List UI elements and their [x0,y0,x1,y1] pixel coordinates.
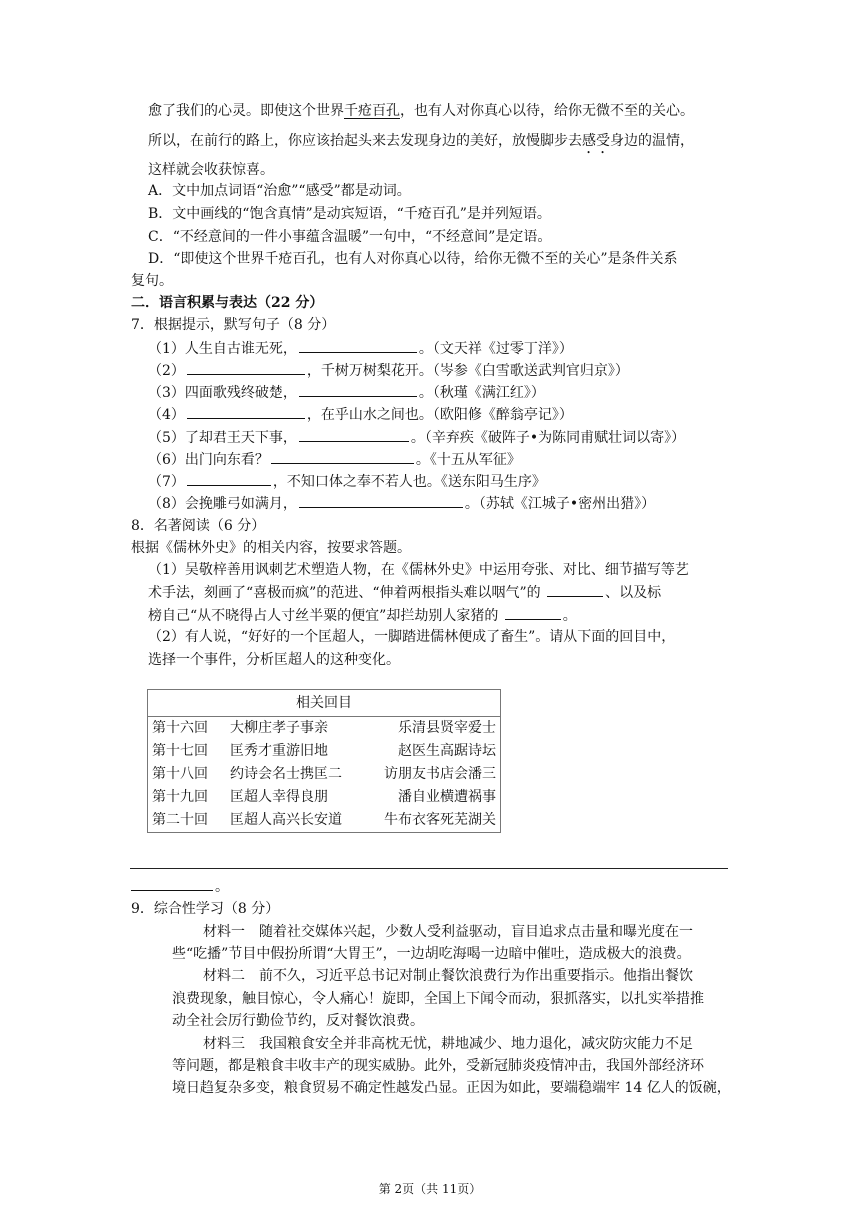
q7-item-8: （8）会挽雕弓如满月， 。（苏轼《江城子•密州出猎》） [148,493,655,514]
q8-part1-line-1: （1）吴敬梓善用讽刺艺术塑造人物，在《儒林外史》中运用夸张、对比、细节描写等艺 [148,562,689,578]
q9-material-2-line-3: 动全社会厉行勤俭节约，反对餐饮浪费。 [172,1013,424,1029]
q7-item-6: （6）出门向东看？ 。《十五从军征》 [148,449,521,470]
q9-material-2-line-2: 浪费现象，触目惊心，令人痛心！旋即，全国上下闻令而动，狠抓落实，以扎实举措推 [172,991,704,1007]
q6-option-d-cont: 复句。 [131,273,173,289]
table-row: 第十七回 匡秀才重游旧地 赵医生高踞诗坛 [152,743,496,759]
answer-blank[interactable] [187,404,305,419]
q9-title: 9．综合性学习（8 分） [131,901,280,917]
chapters-table [147,689,501,833]
q6-option-d: D．“即使这个世界千疮百孔，也有人对你真心以待，给你无微不至的关心”是条件关系 [148,251,678,267]
table-header-row [148,690,501,717]
answer-blank[interactable] [299,338,417,353]
q7-item-7: （7） ，不知口体之奉不若人也。《送东阳马生序》 [148,471,546,492]
q7-item-1: （1）人生自古谁无死， 。（文天祥《过零丁洋》） [148,338,573,359]
q8-intro: 根据《儒林外史》的相关内容，按要求答题。 [131,540,411,556]
q7-item-2: （2） ，千树万树梨花开。（岑参《白雪歌送武判官归京》） [148,360,629,381]
q9-material-1-line-1: 材料一 随着社交媒体兴起，少数人受利益驱动，盲目追求点击量和曝光度在一 [203,924,693,940]
answer-blank[interactable] [299,427,409,442]
table-row: 第十八回 约诗会名士携匡二 访朋友书店会潘三 [152,766,496,782]
answer-blank[interactable] [299,382,417,397]
answer-blank[interactable] [131,876,213,891]
page-footer: 第 2页（共 11页） [378,1182,482,1196]
q8-part2-line-1: （2）有人说，“好好的一个匡超人，一脚踏进儒林便成了畜生”。请从下面的回目中， [148,629,676,645]
q6-option-c: C．“不经意间的一件小事蕴含温暖”一句中，“不经意间”是定语。 [148,229,552,245]
q6-option-b: B．文中画线的“饱含真情”是动宾短语，“千疮百孔”是并列短语。 [148,206,551,222]
q7-item-3: （3）四面歌残终破楚， 。（秋瑾《满江红》） [148,382,545,403]
q7-item-4: （4） ，在乎山水之间也。（欧阳修《醉翁亭记》） [148,404,573,425]
answer-blank[interactable] [299,493,463,508]
answer-blank[interactable] [271,449,414,464]
q8-part1-line-3: 榜自己“从不晓得占人寸丝半粟的便宜”却拦劫别人家猪的 。 [148,605,577,626]
q8-title: 8．名著阅读（6 分） [131,518,266,534]
q9-material-3-line-2: 等问题，都是粮食丰收丰产的现实威胁。此外，受新冠肺炎疫情冲击，我国外部经济环 [172,1058,704,1074]
q9-material-3-line-1: 材料三 我国粮食安全并非高枕无忧，耕地减少、地力退化，减灾防灾能力不足 [203,1036,693,1052]
answer-blank[interactable] [505,605,561,620]
q7-item-5: （5）了却君王天下事， 。（辛弃疾《破阵子•为陈同甫赋壮词以寄》） [148,427,685,448]
q6-passage-line-2: 所以，在前行的路上，你应该抬起头来去发现身边的美好，放慢脚步去感受身边的温情， [148,133,694,149]
answer-blank[interactable] [187,471,271,486]
answer-blank[interactable] [547,582,603,597]
q9-material-2-line-1: 材料二 前不久，习近平总书记对制止餐饮浪费行为作出重要指示。他指出餐饮 [203,968,693,984]
q6-passage-line-1: 愈了我们的心灵。即使这个世界千疮百孔，也有人对你真心以待，给你无微不至的关心。 [148,103,694,119]
q9-material-3-line-3: 境日趋复杂多变，粮食贸易不确定性越发凸显。正因为如此，要端稳端牢 14 亿人的饭碗， [172,1080,731,1096]
dotted-word: 感受 [582,133,610,149]
underlined-phrase: 千疮百孔 [344,103,400,119]
answer-line-end: 。 [131,876,229,897]
table-header: 相关回目 [148,690,501,717]
q6-option-a: A．文中加点词语“治愈”“感受”都是动词。 [148,183,411,199]
q6-passage-line-3: 这样就会收获惊喜。 [148,162,274,178]
answer-line[interactable] [130,868,728,869]
q7-title: 7．根据提示，默写句子（8 分） [131,317,336,333]
section-heading: 二．语言积累与表达（22 分） [131,295,324,311]
answer-blank[interactable] [187,360,305,375]
q9-material-1-line-2: 些“吃播”节目中假扮所谓“大胃王”，一边胡吃海喝一边暗中催吐，造成极大的浪费。 [172,946,691,962]
table-row: 第二十回 匡超人高兴长安道 牛布衣客死芜湖关 [152,812,496,828]
q8-part1-line-2: 术手法，刻画了“喜极而疯”的范进、“伸着两根指头难以咽气”的 、以及标 [148,582,661,603]
table-row: 第十六回 大柳庄孝子事亲 乐清县贤宰爱士 [152,720,496,736]
table-row: 第十九回 匡超人幸得良朋 潘自业横遭祸事 [152,789,496,805]
q8-part2-line-2: 选择一个事件，分析匡超人的这种变化。 [148,652,400,668]
